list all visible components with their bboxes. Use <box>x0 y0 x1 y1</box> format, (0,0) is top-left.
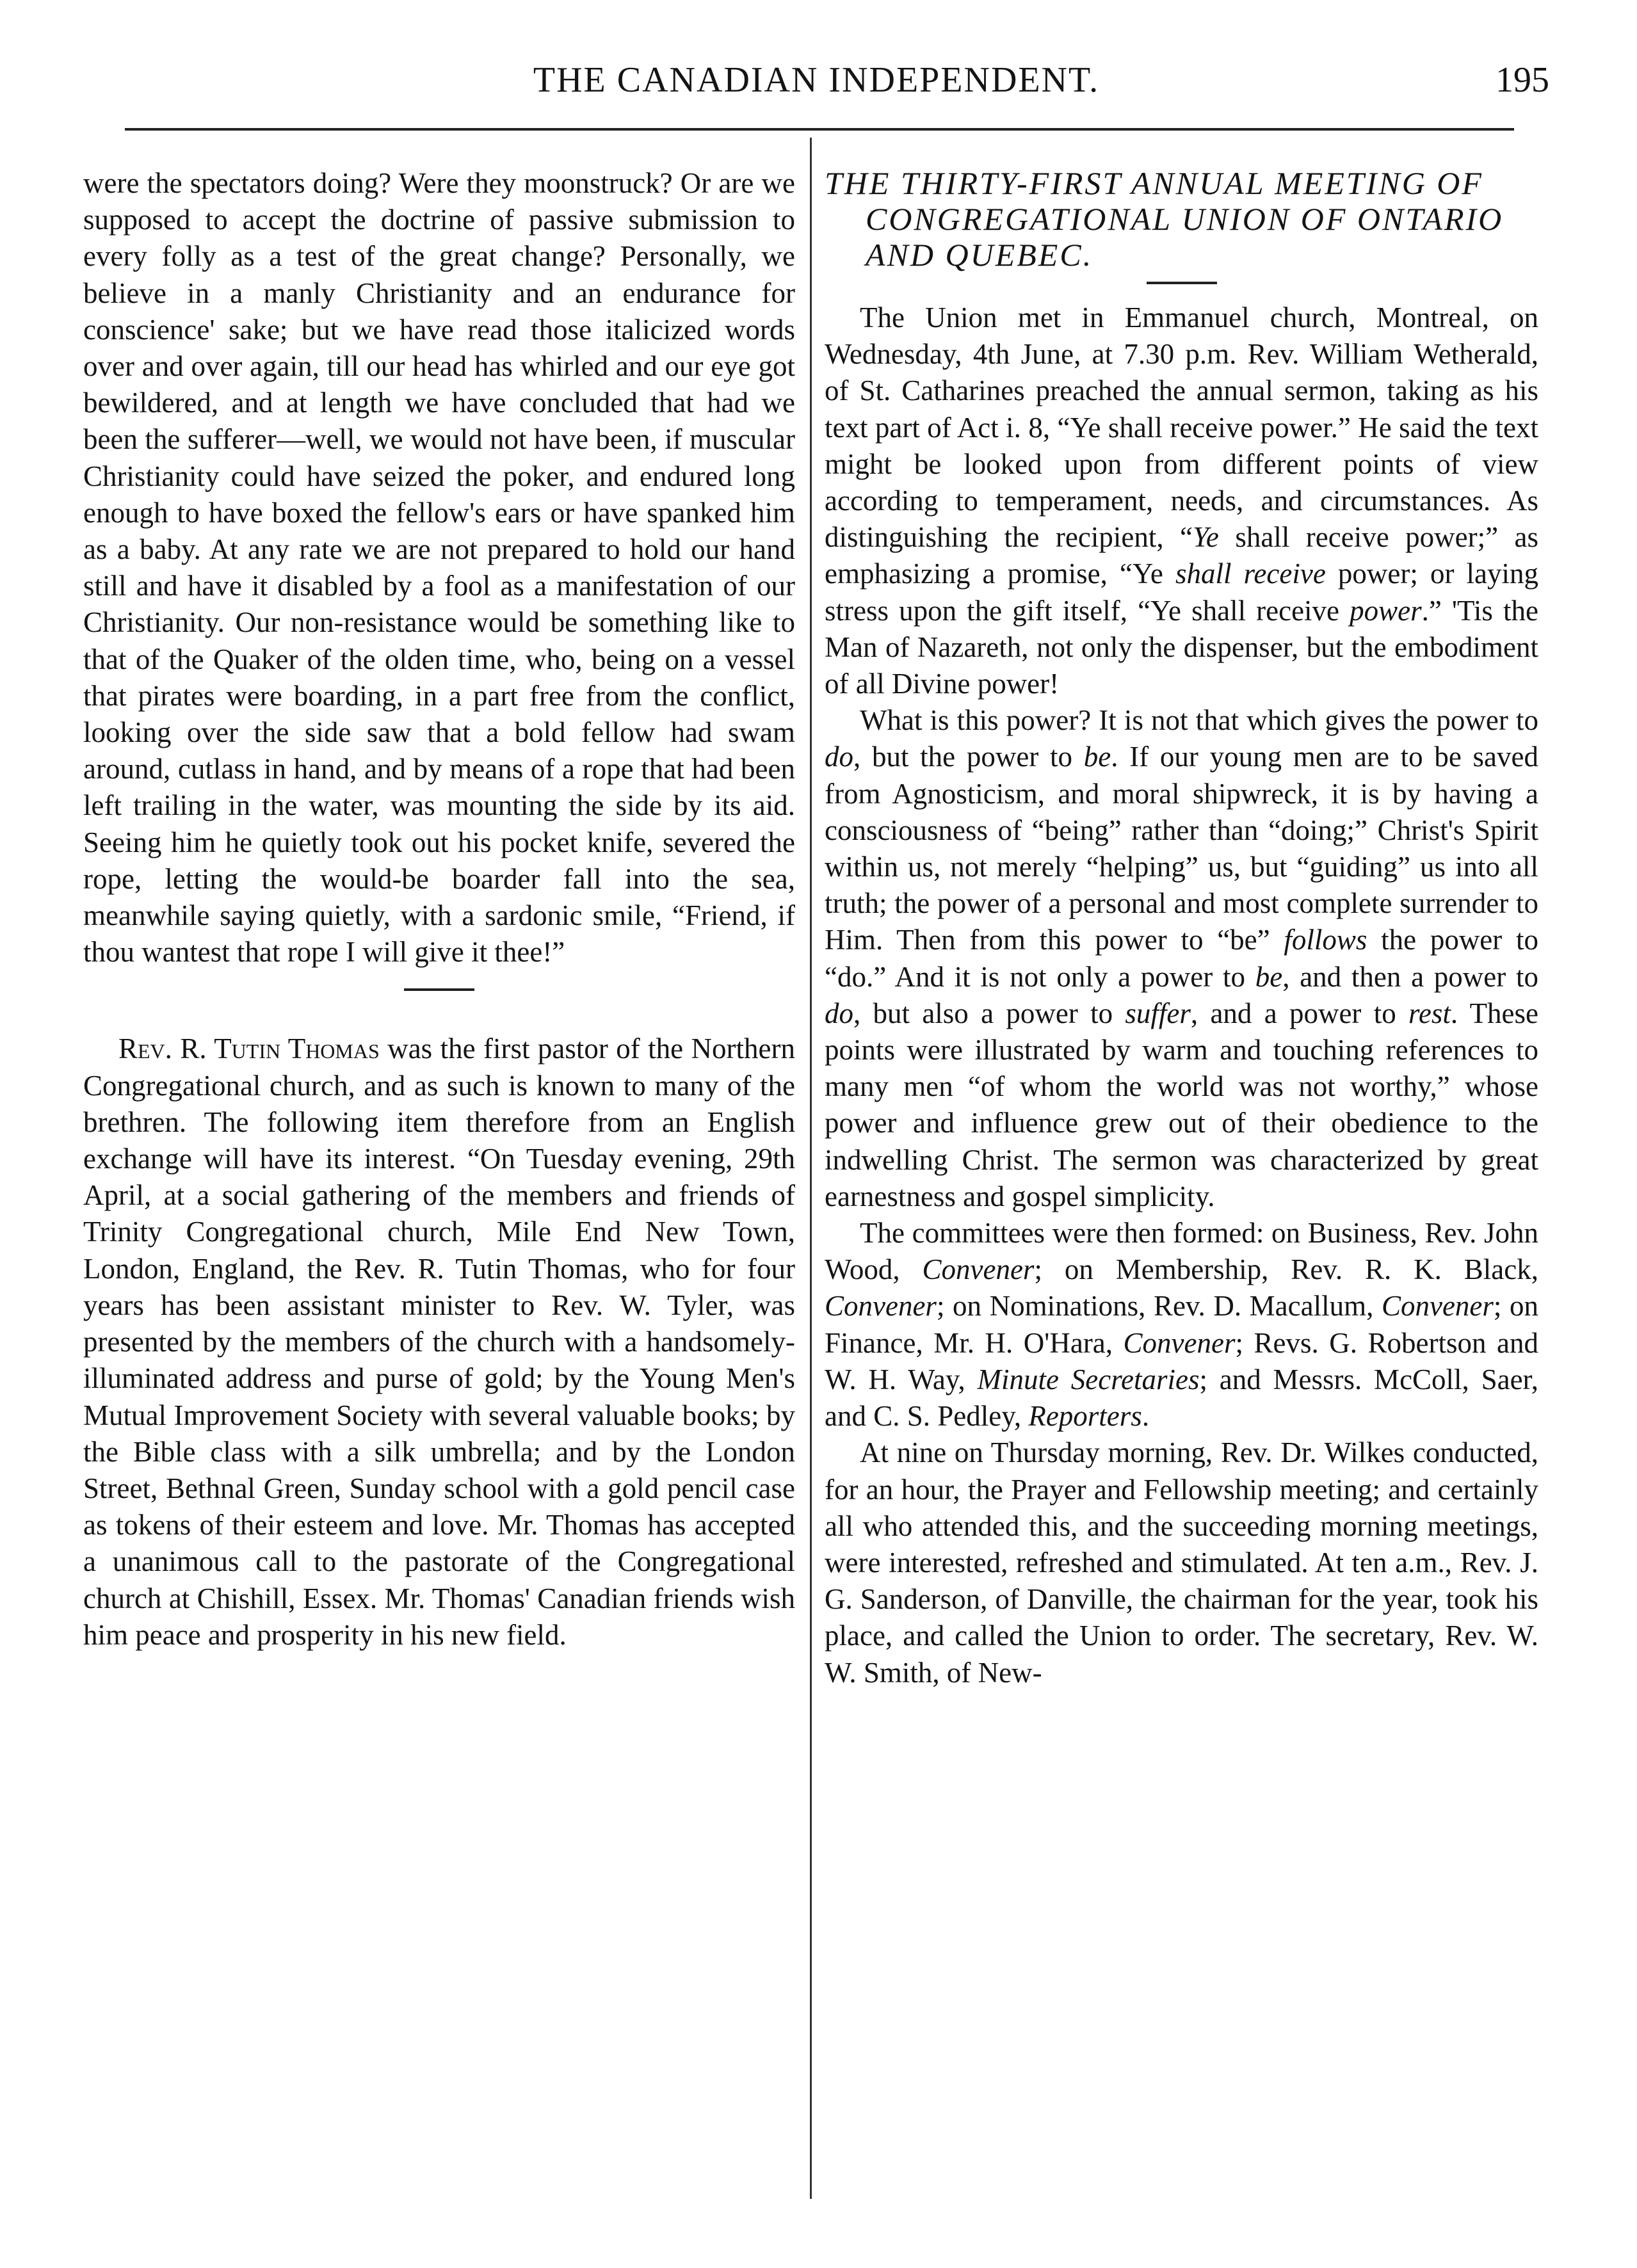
right-column <box>825 165 1538 1691</box>
text-run: What is this power? It is not that which gives the power to <box>860 704 1538 737</box>
italic-run: be <box>1255 960 1283 993</box>
article-paragraph-thursday: At nine on Thursday morning, Rev. Dr. Wilkes conducted, for an hour, the Prayer and Fellowship meeting; and certainly all who attended this, and the succeeding morning meetings, were interested, refreshed and stimulated. At ten a.m., Rev. J. G. Sanderson, of Danville, the chairman for the year, took his place, and called the Union to order. The secretary, Rev. W. W. Smith, of New- <box>825 1436 1538 1689</box>
text-run: . These points were illustrated by warm and touching references to many men “of whom the world was not worthy,” whose power and influence grew out of their obedience to the indwelling Christ. The sermon was characterized by great earnestness and gospel simplicity. <box>825 997 1539 1212</box>
lead-name: Rev. R. Tutin Thomas <box>118 1033 380 1065</box>
article-paragraph-quaker: were the spectators doing? Were they moonstruck? Or are we supposed to accept the doctrine of passive submission to every folly as a test of the great change? Personally, we believe in a manly Christianity and an endurance for conscience' sake; but we have read those italicized words over and over again, till our head has whirled and our eye got bewildered, and at length we have concluded that had we been the sufferer—well, we would not have been, if muscular Christianity could have seized the poker, and endured long enough to have boxed the fellow's ears or have spanked him as a baby. At any rate we are not prepared to hold our hand still and have it disabled by a fool as a manifestation of our Christianity. Our non-resistance would be something like to that of the Quaker of the olden time, who, being on a vessel that pirates were boarding, in a part free from the conflict, looking over the side saw that a bold fellow had swam around, cutlass in hand, and by means of a rope that had been left trailing in the water, was mounting the side by its aid. Seeing him he quietly took out his pocket knife, severed the rope, letting the would-be boarder fall into the sea, meanwhile saying quietly, with a sardonic smile, “Friend, if thou wantest that rope I will give it thee!” <box>83 167 795 969</box>
paragraph-text: was the first pastor of the Northern Congregational church, and as such is known to many of the brethren. The following item therefore from an English exchange will have its interest. “On Tuesday evening, 29th April, at a social gathering of the members and friends of Trinity Congregational church, Mile End New Town, London, England, the Rev. R. Tutin Thomas, who for four years has been assistant minister to Rev. W. Tyler, was presented by the members of the church with a handsomely-illuminated address and purse of gold; by the Young Men's Mutual Improvement Society with several valuable books; by the Bible class with a silk umbrella; and by the London Street, Bethnal Green, Sunday school with a gold pencil case as tokens of their esteem and love. Mr. Thomas has accepted a unanimous call to the pastorate of the Congregational church at Chishill, Essex. Mr. Thomas' Canadian friends wish him peace and prosperity in his new field. <box>83 1033 795 1651</box>
text-run: .” 'Tis the Man of Nazareth, not only the dispenser, but the embodiment of all Divine power! <box>825 594 1538 700</box>
text-run: ; on Finance, Mr. H. O'Hara, <box>825 1290 1538 1359</box>
header-rule <box>125 128 1514 131</box>
text-run: . If our young men are to be saved from Agnosticism, and moral shipwreck, it is by having a consciousness of “being” rather than “doing;” Christ's Spirit within us, not merely “helping” us, but “guiding” us into all truth; the power of a personal and most complete surrender to Him. Then from this power to “be” <box>825 741 1538 956</box>
article-heading: THE THIRTY-FIRST ANNUAL MEETING OF CONGREGATIONAL UNION OF ONTARIO AND QUEBEC. <box>825 165 1504 273</box>
italic-run: Ye <box>1193 521 1219 554</box>
text-run: . <box>1141 1400 1150 1433</box>
left-column <box>83 165 795 1653</box>
text-run: ; and Messrs. McColl, Saer, and C. S. Pedley, <box>825 1363 1538 1433</box>
text-run: ; on Nominations, Rev. D. Macallum, <box>936 1290 1382 1323</box>
article-paragraph-tutin-thomas <box>83 1031 795 1653</box>
italic-run: suffer <box>1125 997 1191 1029</box>
text-run: ; Revs. G. Robertson and W. H. Way, <box>825 1326 1538 1395</box>
section-separator <box>404 988 474 991</box>
column-divider <box>810 138 812 2199</box>
text-run: , but the power to <box>853 741 1084 773</box>
italic-run: do <box>825 741 853 773</box>
text-run: , and then a power to <box>1282 960 1538 993</box>
text-run: power; or laying stress upon the gift itself, “Ye shall receive <box>825 558 1539 627</box>
italic-run: follows <box>1284 924 1367 956</box>
text-run: The committees were then formed: on Business, Rev. John Wood, <box>825 1217 1538 1286</box>
italic-run: Convener <box>1123 1326 1236 1359</box>
text-run: , but also a power to <box>853 997 1125 1029</box>
italic-run: be <box>1083 741 1111 773</box>
italic-run: Reporters <box>1028 1400 1142 1433</box>
italic-run: Convener <box>825 1290 937 1323</box>
page-number: 195 <box>1496 60 1549 100</box>
italic-run: rest <box>1408 997 1451 1029</box>
text-run: , and a power to <box>1190 997 1408 1029</box>
heading-separator <box>1147 282 1217 284</box>
italic-run: Convener <box>1381 1290 1494 1323</box>
italic-run: do <box>825 997 853 1029</box>
italic-run: shall receive <box>1175 558 1326 590</box>
article-paragraph-power <box>825 702 1538 1215</box>
text-run: ; on Membership, Rev. R. K. Black, <box>1034 1253 1538 1286</box>
article-paragraph-union-met <box>825 300 1538 702</box>
italic-run: Convener <box>922 1253 1035 1286</box>
running-head <box>83 45 1549 109</box>
text-run: the power to “do.” And it is not only a power to <box>825 924 1538 993</box>
italic-run: Minute Secretaries <box>977 1363 1200 1395</box>
text-run: shall receive power;” as emphasizing a promise, “Ye <box>825 521 1538 590</box>
article-paragraph-committees <box>825 1215 1538 1435</box>
italic-run: power <box>1350 594 1422 627</box>
text-run: The Union met in Emmanuel church, Montreal, on Wednesday, 4th June, at 7.30 p.m. Rev. William Wetherald, of St. Catharines preached the annual sermon, taking as his text part of Act i. 8, “Ye shall receive power.” He said the text might be looked upon from different points of view according to temperament, needs, and circumstances. As distinguishing the recipient, “ <box>825 302 1538 554</box>
journal-title: THE CANADIAN INDEPENDENT. <box>533 60 1100 100</box>
